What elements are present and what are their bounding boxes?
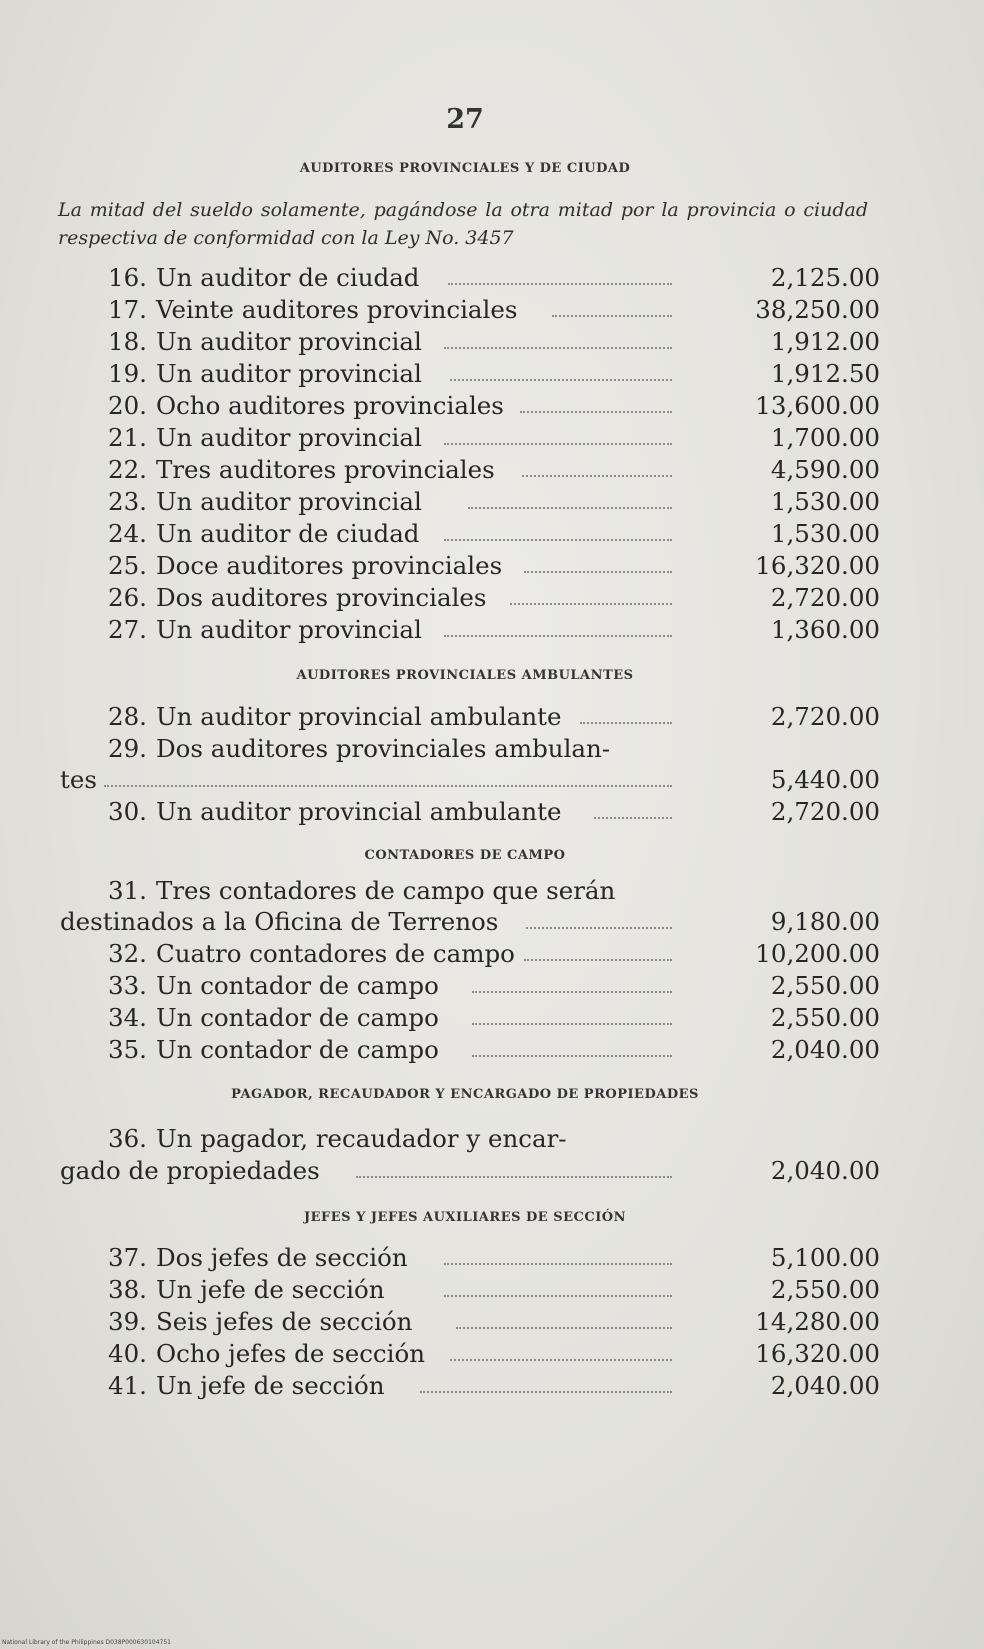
entry-description: Veinte auditores provinciales [156, 295, 518, 324]
dot-leader [520, 391, 672, 421]
entry-number: 30. [108, 797, 147, 826]
entry-amount: 4,590.00 [770, 455, 880, 484]
entry-number: 17. [108, 295, 147, 324]
dot-leader [448, 263, 672, 293]
entry-description: Un auditor provincial ambulante [156, 702, 562, 731]
entry-amount: 2,720.00 [770, 702, 880, 731]
dot-leader [526, 907, 672, 937]
entry-amount: 1,912.50 [770, 359, 880, 388]
dot-leader [444, 1275, 672, 1305]
entry-number: 34. [108, 1003, 147, 1032]
entry-27 [60, 615, 880, 645]
entry-amount: 5,100.00 [770, 1243, 880, 1272]
entry-28 [60, 702, 880, 732]
entry-34 [60, 1003, 880, 1033]
entry-description: Un auditor de ciudad [156, 263, 420, 292]
section-heading-auditores: AUDITORES PROVINCIALES Y DE CIUDAD [299, 161, 631, 176]
entry-description: Un auditor provincial [156, 615, 422, 644]
entry-amount: 5,440.00 [770, 765, 880, 794]
entry-description-cont: gado de propiedades [60, 1156, 320, 1185]
entry-number: 39. [108, 1307, 147, 1336]
entry-29-cont [60, 765, 880, 795]
entry-amount: 2,550.00 [770, 971, 880, 1000]
entry-21 [60, 423, 880, 453]
entry-amount: 10,200.00 [755, 939, 880, 968]
entry-description: Dos auditores provinciales ambulan- [156, 734, 611, 763]
library-footer: National Library of the Philippines D038P000630104751 [2, 1639, 171, 1646]
entry-amount: 9,180.00 [770, 907, 880, 936]
entry-number: 38. [108, 1275, 147, 1304]
entry-amount: 2,040.00 [770, 1156, 880, 1185]
entry-number: 40. [108, 1339, 147, 1368]
entry-number: 32. [108, 939, 147, 968]
salary-note: La mitad del sueldo solamente, pagándose la otra mitad por la provincia o ciudad respectiva de conformidad con la Ley No. 3457 [58, 199, 868, 249]
section-heading-ambulantes: AUDITORES PROVINCIALES AMBULANTES [296, 668, 634, 683]
entry-number: 28. [108, 702, 147, 731]
entry-number: 18. [108, 327, 147, 356]
entry-description: Un auditor provincial ambulante [156, 797, 562, 826]
entry-description: Un contador de campo [156, 1003, 439, 1032]
entry-36 [60, 1124, 880, 1154]
entry-amount: 2,720.00 [770, 583, 880, 612]
entry-amount: 16,320.00 [755, 1339, 880, 1368]
entry-number: 21. [108, 423, 147, 452]
entry-amount: 16,320.00 [755, 551, 880, 580]
entry-32 [60, 939, 880, 969]
entry-description: Un contador de campo [156, 971, 439, 1000]
entry-18 [60, 327, 880, 357]
entry-amount: 2,720.00 [770, 797, 880, 826]
dot-leader [444, 615, 672, 645]
entry-number: 37. [108, 1243, 147, 1272]
dot-leader [450, 1339, 672, 1369]
entry-38 [60, 1275, 880, 1305]
dot-leader [472, 1003, 672, 1033]
entry-number: 33. [108, 971, 147, 1000]
entry-description: Un jefe de sección [156, 1371, 385, 1400]
entry-number: 35. [108, 1035, 147, 1064]
dot-leader [594, 797, 672, 827]
entry-description: Dos auditores provinciales [156, 583, 487, 612]
entry-40 [60, 1339, 880, 1369]
entry-description: Cuatro contadores de campo [156, 939, 515, 968]
entry-33 [60, 971, 880, 1001]
entry-19 [60, 359, 880, 389]
dot-leader [420, 1371, 672, 1401]
entry-amount: 2,040.00 [770, 1035, 880, 1064]
entry-22 [60, 455, 880, 485]
dot-leader [444, 327, 672, 357]
section-heading-jefes: JEFES Y JEFES AUXILIARES DE SECCIÓN [303, 1210, 627, 1225]
entry-number: 22. [108, 455, 147, 484]
entry-amount: 14,280.00 [755, 1307, 880, 1336]
entry-amount: 13,600.00 [755, 391, 880, 420]
dot-leader [450, 359, 672, 389]
entry-description: Un auditor provincial [156, 359, 422, 388]
entry-number: 29. [108, 734, 147, 763]
entry-36-cont [60, 1156, 880, 1186]
entry-amount: 2,550.00 [770, 1003, 880, 1032]
entry-31 [60, 876, 880, 906]
entry-description: Seis jefes de sección [156, 1307, 413, 1336]
entry-number: 23. [108, 487, 147, 516]
entry-description: Un auditor provincial [156, 327, 422, 356]
entry-25 [60, 551, 880, 581]
dot-leader [524, 551, 672, 581]
entry-amount: 1,530.00 [770, 487, 880, 516]
entry-amount: 1,700.00 [770, 423, 880, 452]
dot-leader [356, 1156, 672, 1186]
dot-leader [444, 1243, 672, 1273]
entry-23 [60, 487, 880, 517]
page-number: 27 [446, 104, 484, 135]
entry-number: 25. [108, 551, 147, 580]
entry-30 [60, 797, 880, 827]
entry-description: Un auditor provincial [156, 487, 422, 516]
dot-leader [552, 295, 672, 325]
entry-number: 31. [108, 876, 147, 905]
dot-leader [104, 765, 672, 795]
entry-amount: 1,530.00 [770, 519, 880, 548]
entry-17 [60, 295, 880, 325]
entry-amount: 1,360.00 [770, 615, 880, 644]
entry-number: 36. [108, 1124, 147, 1153]
dot-leader [472, 971, 672, 1001]
dot-leader [468, 487, 672, 517]
dot-leader [580, 702, 672, 732]
entry-description: Ocho jefes de sección [156, 1339, 425, 1368]
entry-37 [60, 1243, 880, 1273]
entry-number: 41. [108, 1371, 147, 1400]
entry-description: Doce auditores provinciales [156, 551, 503, 580]
entry-20 [60, 391, 880, 421]
entry-description-cont: destinados a la Oficina de Terrenos [60, 907, 499, 936]
entry-amount: 1,912.00 [770, 327, 880, 356]
entry-description: Tres contadores de campo que serán [156, 876, 616, 905]
dot-leader [524, 939, 672, 969]
entry-description: Un contador de campo [156, 1035, 439, 1064]
entry-description: Un auditor provincial [156, 423, 422, 452]
entry-number: 16. [108, 263, 147, 292]
entry-description: Un pagador, recaudador y encar- [156, 1124, 567, 1153]
entry-29 [60, 734, 880, 764]
entry-description: Un auditor de ciudad [156, 519, 420, 548]
entry-41 [60, 1371, 880, 1401]
entry-26 [60, 583, 880, 613]
entry-amount: 38,250.00 [755, 295, 880, 324]
dot-leader [522, 455, 672, 485]
entry-31-cont [60, 907, 880, 937]
entry-24 [60, 519, 880, 549]
entry-35 [60, 1035, 880, 1065]
entry-39 [60, 1307, 880, 1337]
entry-number: 26. [108, 583, 147, 612]
entry-description: Dos jefes de sección [156, 1243, 408, 1272]
entry-16 [60, 263, 880, 293]
dot-leader [444, 519, 672, 549]
entry-number: 24. [108, 519, 147, 548]
entry-number: 27. [108, 615, 147, 644]
entry-amount: 2,040.00 [770, 1371, 880, 1400]
section-heading-contadores: CONTADORES DE CAMPO [364, 848, 566, 863]
entry-number: 19. [108, 359, 147, 388]
dot-leader [444, 423, 672, 453]
entry-description: Ocho auditores provinciales [156, 391, 504, 420]
entry-amount: 2,125.00 [770, 263, 880, 292]
entry-amount: 2,550.00 [770, 1275, 880, 1304]
entry-number: 20. [108, 391, 147, 420]
entry-description: Tres auditores provinciales [156, 455, 495, 484]
section-heading-pagador: PAGADOR, RECAUDADOR Y ENCARGADO DE PROPIEDADES [231, 1087, 699, 1102]
dot-leader [456, 1307, 672, 1337]
entry-description-cont: tes [60, 765, 97, 794]
dot-leader [472, 1035, 672, 1065]
entry-description: Un jefe de sección [156, 1275, 385, 1304]
dot-leader [510, 583, 672, 613]
